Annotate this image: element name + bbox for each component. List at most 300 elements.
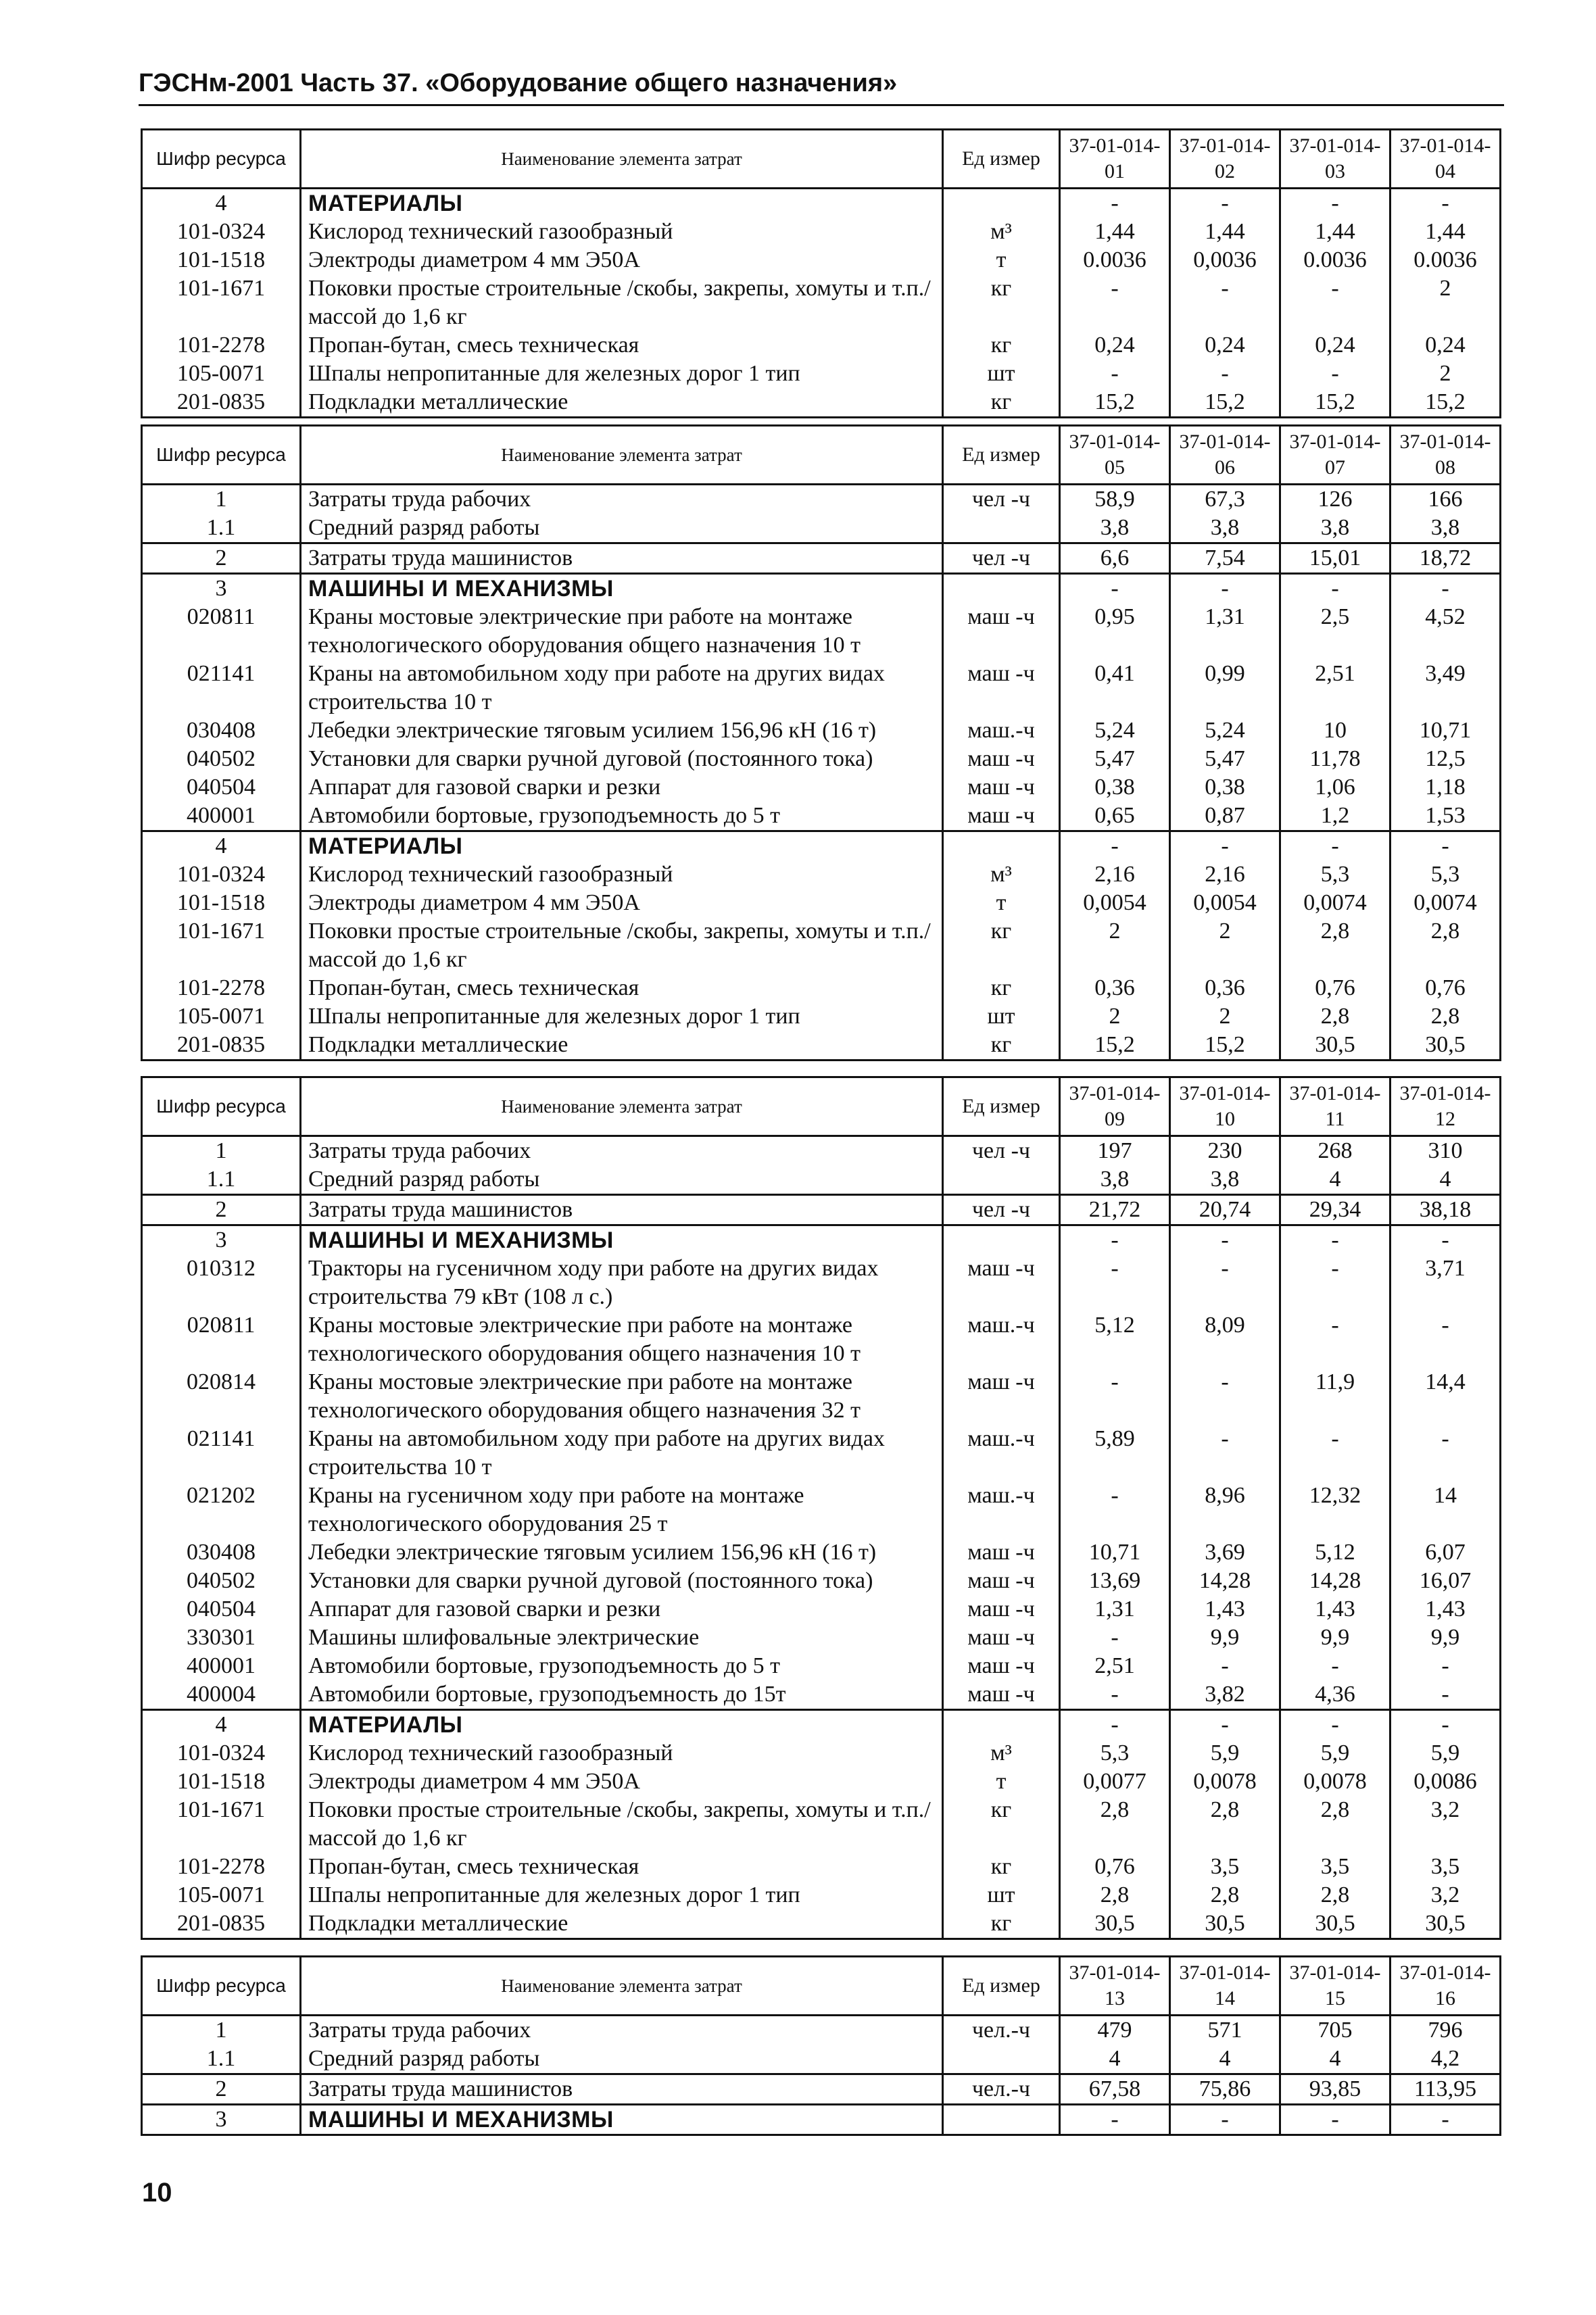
value-cell: 1,06 <box>1280 773 1391 802</box>
value-cell: - <box>1391 1425 1501 1482</box>
element-name: Пропан-бутан, смесь техническая <box>301 1853 943 1881</box>
header-resource-code: Шифр ресурса <box>142 1957 301 2016</box>
value-cell: 1,53 <box>1391 802 1501 831</box>
value-cell: 1,31 <box>1060 1595 1170 1624</box>
element-name: Установки для сварки ручной дуговой (постоянного тока) <box>301 745 943 773</box>
table-header-row <box>142 130 1501 189</box>
header-norm-code: 37-01-014-06 <box>1170 426 1280 485</box>
value-cell: - <box>1391 1680 1501 1710</box>
table-row <box>142 1652 1501 1680</box>
value-cell: 268 <box>1280 1136 1391 1166</box>
value-cell: - <box>1280 2105 1391 2135</box>
unit-cell: маш -ч <box>943 773 1060 802</box>
value-cell: 3,5 <box>1280 1853 1391 1881</box>
value-cell: 10 <box>1280 716 1391 745</box>
section-row <box>142 1225 1501 1255</box>
unit-cell: кг <box>943 1796 1060 1853</box>
table-row <box>142 1853 1501 1881</box>
unit-cell: т <box>943 889 1060 917</box>
value-cell: 15,2 <box>1280 388 1391 418</box>
value-cell: 230 <box>1170 1136 1280 1166</box>
element-name: Краны на автомобильном ходу при работе на других видах строительства 10 т <box>301 660 943 716</box>
resource-code: 021141 <box>142 660 301 716</box>
header-norm-code: 37-01-014-14 <box>1170 1957 1280 2016</box>
value-cell: 5,9 <box>1280 1739 1391 1768</box>
table-row <box>142 1165 1501 1195</box>
header-norm-code: 37-01-014-03 <box>1280 130 1391 189</box>
value-cell: 4,2 <box>1391 2045 1501 2074</box>
value-cell: 2,8 <box>1391 1002 1501 1031</box>
norm-table <box>141 1076 1501 1940</box>
resource-code: 030408 <box>142 1538 301 1567</box>
resource-code: 4 <box>142 189 301 218</box>
unit-cell: чел -ч <box>943 1195 1060 1225</box>
element-name: Средний разряд работы <box>301 1165 943 1195</box>
value-cell: 58,9 <box>1060 485 1170 514</box>
value-cell: 15,2 <box>1060 1031 1170 1061</box>
value-cell: 5,89 <box>1060 1425 1170 1482</box>
resource-code: 101-0324 <box>142 218 301 246</box>
value-cell: 3,71 <box>1391 1254 1501 1311</box>
value-cell: 0,0074 <box>1280 889 1391 917</box>
value-cell: 3,8 <box>1280 514 1391 543</box>
value-cell: 11,78 <box>1280 745 1391 773</box>
value-cell: 5,12 <box>1280 1538 1391 1567</box>
element-name: Средний разряд работы <box>301 2045 943 2074</box>
resource-code: 1 <box>142 2016 301 2045</box>
resource-code: 201-0835 <box>142 1909 301 1939</box>
value-cell: 67,58 <box>1060 2074 1170 2105</box>
value-cell: 3,8 <box>1170 514 1280 543</box>
table-row <box>142 860 1501 889</box>
unit-cell: маш -ч <box>943 1624 1060 1652</box>
value-cell: - <box>1280 189 1391 218</box>
value-cell: 1,18 <box>1391 773 1501 802</box>
value-cell: 0,24 <box>1391 331 1501 360</box>
unit-cell <box>943 1710 1060 1740</box>
value-cell: - <box>1060 274 1170 331</box>
resource-code: 2 <box>142 543 301 574</box>
header-norm-code: 37-01-014-01 <box>1060 130 1170 189</box>
element-name: Затраты труда рабочих <box>301 485 943 514</box>
table-row <box>142 603 1501 660</box>
element-name: Затраты труда рабочих <box>301 1136 943 1166</box>
resource-code: 101-2278 <box>142 331 301 360</box>
header-element-name: Наименование элемента затрат <box>301 426 943 485</box>
table-row <box>142 543 1501 574</box>
value-cell: 0,0074 <box>1391 889 1501 917</box>
table-row <box>142 1739 1501 1768</box>
value-cell: 14,28 <box>1170 1567 1280 1595</box>
value-cell: 6,07 <box>1391 1538 1501 1567</box>
value-cell: 0,36 <box>1170 974 1280 1002</box>
value-cell: - <box>1391 574 1501 604</box>
value-cell: 8,96 <box>1170 1482 1280 1538</box>
section-row <box>142 2105 1501 2135</box>
unit-cell: шт <box>943 1002 1060 1031</box>
value-cell: - <box>1060 2105 1170 2135</box>
value-cell: 3,49 <box>1391 660 1501 716</box>
element-name: Аппарат для газовой сварки и резки <box>301 773 943 802</box>
unit-cell: маш.-ч <box>943 1311 1060 1368</box>
value-cell: 3,2 <box>1391 1881 1501 1909</box>
value-cell: 30,5 <box>1391 1909 1501 1939</box>
value-cell: 67,3 <box>1170 485 1280 514</box>
unit-cell: кг <box>943 388 1060 418</box>
value-cell: 4 <box>1391 1165 1501 1195</box>
resource-code: 040502 <box>142 1567 301 1595</box>
element-name: Краны мостовые электрические при работе на монтаже технологического оборудования общего назначения 10 т <box>301 1311 943 1368</box>
value-cell: - <box>1060 1368 1170 1425</box>
value-cell: 5,12 <box>1060 1311 1170 1368</box>
value-cell: - <box>1170 360 1280 388</box>
element-name: Электроды диаметром 4 мм Э50А <box>301 1768 943 1796</box>
unit-cell <box>943 514 1060 543</box>
unit-cell: маш -ч <box>943 1595 1060 1624</box>
resource-code: 400004 <box>142 1680 301 1710</box>
unit-cell: маш -ч <box>943 603 1060 660</box>
resource-code: 3 <box>142 1225 301 1255</box>
resource-code: 040504 <box>142 773 301 802</box>
value-cell: - <box>1060 831 1170 861</box>
value-cell: 0,0054 <box>1170 889 1280 917</box>
resource-code: 201-0835 <box>142 388 301 418</box>
table-row <box>142 1624 1501 1652</box>
value-cell: 15,2 <box>1170 1031 1280 1061</box>
header-norm-code: 37-01-014-07 <box>1280 426 1391 485</box>
value-cell: 0,87 <box>1170 802 1280 831</box>
resource-table-1 <box>141 128 1499 418</box>
header-norm-code: 37-01-014-12 <box>1391 1077 1501 1136</box>
table-row <box>142 2016 1501 2045</box>
value-cell: - <box>1060 189 1170 218</box>
unit-cell: т <box>943 246 1060 274</box>
value-cell: 0,38 <box>1060 773 1170 802</box>
value-cell: - <box>1391 1652 1501 1680</box>
unit-cell: кг <box>943 1909 1060 1939</box>
table-row <box>142 1538 1501 1567</box>
table-row <box>142 917 1501 974</box>
resource-code: 330301 <box>142 1624 301 1652</box>
resource-code: 400001 <box>142 1652 301 1680</box>
value-cell: 30,5 <box>1170 1909 1280 1939</box>
value-cell: 1,43 <box>1391 1595 1501 1624</box>
header-unit: Ед измер <box>943 1077 1060 1136</box>
value-cell: - <box>1280 831 1391 861</box>
value-cell: 1,44 <box>1060 218 1170 246</box>
header-element-name: Наименование элемента затрат <box>301 1077 943 1136</box>
header-norm-code: 37-01-014-08 <box>1391 426 1501 485</box>
element-name: Автомобили бортовые, грузоподъемность до 15т <box>301 1680 943 1710</box>
table-row <box>142 1909 1501 1939</box>
unit-cell <box>943 1165 1060 1195</box>
section-row <box>142 189 1501 218</box>
unit-cell: маш -ч <box>943 1368 1060 1425</box>
unit-cell: маш -ч <box>943 1680 1060 1710</box>
unit-cell: т <box>943 1768 1060 1796</box>
value-cell: 4 <box>1060 2045 1170 2074</box>
value-cell: 3,82 <box>1170 1680 1280 1710</box>
element-name: Затраты труда рабочих <box>301 2016 943 2045</box>
table-row <box>142 889 1501 917</box>
resource-code: 1.1 <box>142 1165 301 1195</box>
value-cell: - <box>1391 831 1501 861</box>
value-cell: 0.0036 <box>1060 246 1170 274</box>
resource-table-2 <box>141 424 1499 1061</box>
table-row <box>142 246 1501 274</box>
value-cell: - <box>1170 1254 1280 1311</box>
resource-code: 040504 <box>142 1595 301 1624</box>
page-header <box>139 62 1504 106</box>
value-cell: 0,0054 <box>1060 889 1170 917</box>
value-cell: - <box>1280 274 1391 331</box>
resource-code: 1 <box>142 1136 301 1166</box>
header-norm-code: 37-01-014-04 <box>1391 130 1501 189</box>
value-cell: 4,36 <box>1280 1680 1391 1710</box>
value-cell: 0,65 <box>1060 802 1170 831</box>
element-name: Шпалы непропитанные для железных дорог 1 тип <box>301 1881 943 1909</box>
unit-cell: кг <box>943 331 1060 360</box>
unit-cell: кг <box>943 1853 1060 1881</box>
element-name: Краны мостовые электрические при работе на монтаже технологического оборудования общего назначения 10 т <box>301 603 943 660</box>
value-cell: - <box>1060 1254 1170 1311</box>
unit-cell: м³ <box>943 1739 1060 1768</box>
table-row <box>142 745 1501 773</box>
value-cell: 0,38 <box>1170 773 1280 802</box>
table-row <box>142 1136 1501 1166</box>
resource-code: 3 <box>142 574 301 604</box>
value-cell: - <box>1170 2105 1280 2135</box>
element-name: Шпалы непропитанные для железных дорог 1 тип <box>301 1002 943 1031</box>
value-cell: - <box>1060 1624 1170 1652</box>
value-cell: - <box>1280 1311 1391 1368</box>
value-cell: 1,43 <box>1170 1595 1280 1624</box>
unit-cell <box>943 831 1060 861</box>
element-name: Машины шлифовальные электрические <box>301 1624 943 1652</box>
value-cell: 3,2 <box>1391 1796 1501 1853</box>
value-cell: 0,0077 <box>1060 1768 1170 1796</box>
value-cell: - <box>1391 1225 1501 1255</box>
resource-code: 201-0835 <box>142 1031 301 1061</box>
element-name: Аппарат для газовой сварки и резки <box>301 1595 943 1624</box>
unit-cell: м³ <box>943 218 1060 246</box>
value-cell: 1,2 <box>1280 802 1391 831</box>
value-cell: 15,2 <box>1170 388 1280 418</box>
element-name: Лебедки электрические тяговым усилием 156,96 кН (16 т) <box>301 716 943 745</box>
value-cell: 0,36 <box>1060 974 1170 1002</box>
value-cell: 14,28 <box>1280 1567 1391 1595</box>
value-cell: 2,8 <box>1280 1002 1391 1031</box>
value-cell: 1,43 <box>1280 1595 1391 1624</box>
unit-cell: чел.-ч <box>943 2074 1060 2105</box>
value-cell: 2,16 <box>1170 860 1280 889</box>
value-cell: 9,9 <box>1391 1624 1501 1652</box>
value-cell: 10,71 <box>1060 1538 1170 1567</box>
table-row <box>142 1031 1501 1061</box>
element-name: Автомобили бортовые, грузоподъемность до 5 т <box>301 802 943 831</box>
resource-code: 040502 <box>142 745 301 773</box>
resource-code: 101-1671 <box>142 917 301 974</box>
norm-table <box>141 128 1501 418</box>
unit-cell <box>943 189 1060 218</box>
table-row <box>142 1368 1501 1425</box>
unit-cell: чел -ч <box>943 485 1060 514</box>
element-name: Краны на автомобильном ходу при работе на других видах строительства 10 т <box>301 1425 943 1482</box>
table-row <box>142 1002 1501 1031</box>
unit-cell <box>943 2105 1060 2135</box>
section-title: МАШИНЫ И МЕХАНИЗМЫ <box>301 574 943 604</box>
resource-code: 101-2278 <box>142 974 301 1002</box>
unit-cell: маш -ч <box>943 660 1060 716</box>
value-cell: 0,0036 <box>1170 246 1280 274</box>
resource-code: 101-0324 <box>142 860 301 889</box>
resource-code: 020811 <box>142 1311 301 1368</box>
resource-table-4 <box>141 1955 1499 2136</box>
element-name: Кислород технический газообразный <box>301 218 943 246</box>
value-cell: 5,9 <box>1170 1739 1280 1768</box>
unit-cell: маш -ч <box>943 1254 1060 1311</box>
value-cell: 0,24 <box>1060 331 1170 360</box>
unit-cell: маш -ч <box>943 802 1060 831</box>
value-cell: 5,3 <box>1391 860 1501 889</box>
value-cell: 0,41 <box>1060 660 1170 716</box>
value-cell: 13,69 <box>1060 1567 1170 1595</box>
value-cell: 571 <box>1170 2016 1280 2045</box>
header-resource-code: Шифр ресурса <box>142 426 301 485</box>
value-cell: 2,8 <box>1280 917 1391 974</box>
element-name: Подкладки металлические <box>301 388 943 418</box>
value-cell: 93,85 <box>1280 2074 1391 2105</box>
header-norm-code: 37-01-014-16 <box>1391 1957 1501 2016</box>
unit-cell: кг <box>943 274 1060 331</box>
value-cell: - <box>1280 1425 1391 1482</box>
table-row <box>142 1881 1501 1909</box>
resource-code: 101-0324 <box>142 1739 301 1768</box>
element-name: Поковки простые строительные /скобы, закрепы, хомуты и т.п./ массой до 1,6 кг <box>301 917 943 974</box>
value-cell: 30,5 <box>1060 1909 1170 1939</box>
unit-cell <box>943 1225 1060 1255</box>
value-cell: - <box>1391 1311 1501 1368</box>
value-cell: 2 <box>1060 917 1170 974</box>
value-cell: - <box>1170 1425 1280 1482</box>
resource-code: 020811 <box>142 603 301 660</box>
value-cell: 2,51 <box>1280 660 1391 716</box>
value-cell: 3,8 <box>1060 514 1170 543</box>
value-cell: - <box>1170 1225 1280 1255</box>
resource-code: 021202 <box>142 1482 301 1538</box>
unit-cell: кг <box>943 1031 1060 1061</box>
table-row <box>142 773 1501 802</box>
resource-code: 2 <box>142 1195 301 1225</box>
element-name: Затраты труда машинистов <box>301 2074 943 2105</box>
value-cell: - <box>1280 1225 1391 1255</box>
table-header-row <box>142 1957 1501 2016</box>
table-row <box>142 331 1501 360</box>
element-name: Электроды диаметром 4 мм Э50А <box>301 246 943 274</box>
resource-code: 030408 <box>142 716 301 745</box>
value-cell: 5,24 <box>1060 716 1170 745</box>
value-cell: 14 <box>1391 1482 1501 1538</box>
resource-code: 101-2278 <box>142 1853 301 1881</box>
section-title: МАШИНЫ И МЕХАНИЗМЫ <box>301 2105 943 2135</box>
value-cell: 15,2 <box>1060 388 1170 418</box>
value-cell: - <box>1280 1710 1391 1740</box>
unit-cell: маш -ч <box>943 1538 1060 1567</box>
value-cell: 15,2 <box>1391 388 1501 418</box>
value-cell: 75,86 <box>1170 2074 1280 2105</box>
value-cell: 11,9 <box>1280 1368 1391 1425</box>
resource-code: 1 <box>142 485 301 514</box>
value-cell: 2,5 <box>1280 603 1391 660</box>
value-cell: 2 <box>1170 1002 1280 1031</box>
element-name: Средний разряд работы <box>301 514 943 543</box>
value-cell: - <box>1391 1710 1501 1740</box>
resource-code: 1.1 <box>142 2045 301 2074</box>
element-name: Шпалы непропитанные для железных дорог 1 тип <box>301 360 943 388</box>
unit-cell: маш -ч <box>943 1652 1060 1680</box>
element-name: Тракторы на гусеничном ходу при работе на других видах строительства 79 кВт (108 л с.) <box>301 1254 943 1311</box>
table-row <box>142 802 1501 831</box>
value-cell: - <box>1060 1680 1170 1710</box>
resource-code: 101-1671 <box>142 1796 301 1853</box>
element-name: Автомобили бортовые, грузоподъемность до 5 т <box>301 1652 943 1680</box>
value-cell: 4 <box>1170 2045 1280 2074</box>
value-cell: 5,24 <box>1170 716 1280 745</box>
element-name: Пропан-бутан, смесь техническая <box>301 974 943 1002</box>
unit-cell: чел -ч <box>943 543 1060 574</box>
element-name: Подкладки металлические <box>301 1031 943 1061</box>
table-row <box>142 1567 1501 1595</box>
value-cell: 310 <box>1391 1136 1501 1166</box>
resource-code: 2 <box>142 2074 301 2105</box>
value-cell: 2 <box>1391 274 1501 331</box>
value-cell: 0,24 <box>1280 331 1391 360</box>
header-norm-code: 37-01-014-05 <box>1060 426 1170 485</box>
unit-cell: шт <box>943 360 1060 388</box>
header-norm-code: 37-01-014-02 <box>1170 130 1280 189</box>
element-name: Лебедки электрические тяговым усилием 156,96 кН (16 т) <box>301 1538 943 1567</box>
value-cell: 3,5 <box>1170 1853 1280 1881</box>
resource-code: 105-0071 <box>142 1881 301 1909</box>
unit-cell: маш -ч <box>943 1567 1060 1595</box>
value-cell: 10,71 <box>1391 716 1501 745</box>
value-cell: 705 <box>1280 2016 1391 2045</box>
unit-cell: чел -ч <box>943 1136 1060 1166</box>
section-row <box>142 574 1501 604</box>
value-cell: 1,31 <box>1170 603 1280 660</box>
header-norm-code: 37-01-014-10 <box>1170 1077 1280 1136</box>
value-cell: - <box>1060 574 1170 604</box>
table-row <box>142 1254 1501 1311</box>
value-cell: 16,07 <box>1391 1567 1501 1595</box>
value-cell: - <box>1060 1482 1170 1538</box>
resource-code: 4 <box>142 831 301 861</box>
table-row <box>142 1311 1501 1368</box>
unit-cell: шт <box>943 1881 1060 1909</box>
value-cell: 126 <box>1280 485 1391 514</box>
value-cell: 2 <box>1391 360 1501 388</box>
value-cell: - <box>1060 1225 1170 1255</box>
value-cell: - <box>1060 1710 1170 1740</box>
element-name: Пропан-бутан, смесь техническая <box>301 331 943 360</box>
unit-cell: чел.-ч <box>943 2016 1060 2045</box>
header-resource-code: Шифр ресурса <box>142 130 301 189</box>
table-row <box>142 2045 1501 2074</box>
value-cell: 5,3 <box>1060 1739 1170 1768</box>
value-cell: - <box>1170 274 1280 331</box>
element-name: Установки для сварки ручной дуговой (постоянного тока) <box>301 1567 943 1595</box>
value-cell: 2,8 <box>1280 1881 1391 1909</box>
